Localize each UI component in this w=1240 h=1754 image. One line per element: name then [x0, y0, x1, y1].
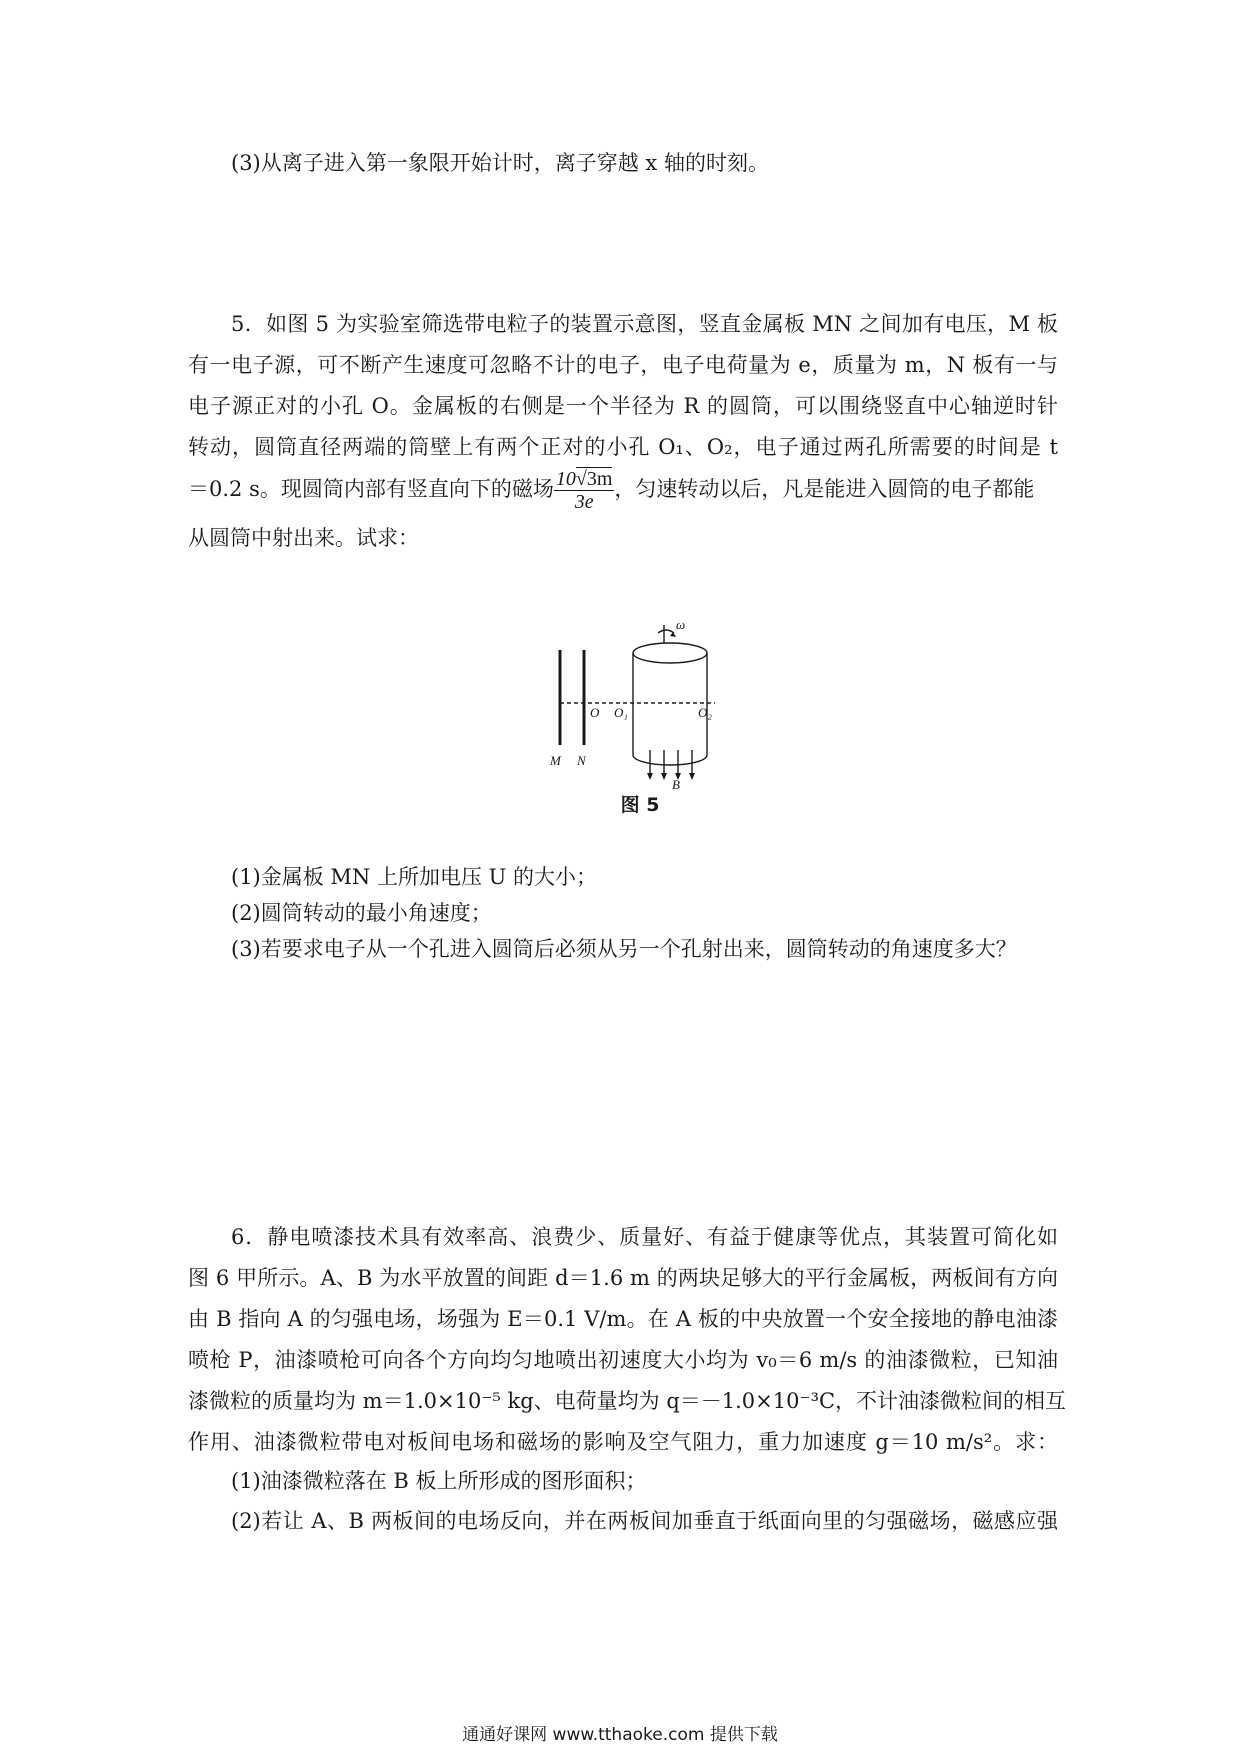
- fraction-numerator-radical: √3m: [575, 468, 613, 490]
- q5-part-2: (2)圆筒转动的最小角速度；: [231, 901, 492, 925]
- q5-line-3: 电子源正对的小孔 O。金属板的右侧是一个半径为 R 的圆筒，可以围绕竖直中心轴逆时针: [188, 394, 1058, 418]
- q6-line-1: 6．静电喷漆技术具有效率高、浪费少、质量好、有益于健康等优点，其装置可简化如: [231, 1225, 1058, 1249]
- cylinder-bottom: [633, 755, 707, 765]
- fraction-numerator-rest: 3m: [586, 468, 613, 490]
- fraction-denominator: 3e: [574, 491, 594, 513]
- label-o2: O₂: [698, 705, 712, 720]
- figure-5-caption: 图 5: [620, 794, 660, 816]
- label-m: M: [550, 753, 561, 768]
- omega-arrow: [658, 630, 674, 633]
- q5-line-4: 转动，圆筒直径两端的筒壁上有两个正对的小孔 O₁、O₂，电子通过两孔所需要的时间是 t: [188, 435, 1058, 459]
- q6-line-3: 由 B 指向 A 的匀强电场，场强为 E＝0.1 V/m。在 A 板的中央放置一个安全接地的静电油漆: [188, 1307, 1058, 1331]
- q5-line-6: 从圆筒中射出来。试求：: [188, 526, 419, 550]
- q5-line-2: 有一电子源，可不断产生速度可忽略不计的电子，电子电荷量为 e，质量为 m，N 板有一与: [188, 353, 1058, 377]
- q6-line-5: 漆微粒的质量均为 m＝1.0×10⁻⁵ kg、电荷量均为 q＝－1.0×10⁻³C，不计油漆微粒间的相互: [188, 1389, 1067, 1413]
- figure-5-diagram: [540, 615, 750, 790]
- q6-line-6: 作用、油漆微粒带电对板间电场和磁场的影响及空气阻力，重力加速度 g＝10 m/s²。求：: [188, 1430, 1058, 1454]
- label-o1: O₁: [614, 705, 628, 720]
- magnetic-field-fraction: [554, 468, 615, 513]
- fraction-numerator-coefficient: 10: [555, 468, 576, 490]
- label-o: O: [590, 705, 600, 720]
- label-b: B: [672, 777, 680, 790]
- q5-line-5-prefix: ＝0.2 s。现圆筒内部有竖直向下的磁场: [188, 477, 554, 501]
- q6-part-1: (1)油漆微粒落在 B 板上所形成的图形面积；: [231, 1469, 647, 1493]
- q5-part-1: (1)金属板 MN 上所加电压 U 的大小；: [231, 865, 598, 889]
- q5-line-5-suffix: ，匀速转动以后，凡是能进入圆筒的电子都能: [614, 477, 1035, 501]
- q6-line-4: 喷枪 P，油漆喷枪可向各个方向均匀地喷出初速度大小均为 v₀＝6 m/s 的油漆微粒，已知油: [188, 1348, 1058, 1372]
- page-footer: 通通好课网 www.tthaoke.com 提供下载: [462, 1725, 778, 1745]
- q4-part3: (3)从离子进入第一象限开始计时，离子穿越 x 轴的时刻。: [231, 151, 769, 175]
- q5-line-1: 5．如图 5 为实验室筛选带电粒子的装置示意图，竖直金属板 MN 之间加有电压，M 板: [231, 312, 1058, 336]
- q5-line-5: [188, 468, 1058, 513]
- cylinder-top: [633, 643, 707, 663]
- label-n: N: [577, 753, 586, 768]
- q5-part-3: (3)若要求电子从一个孔进入圆筒后必须从另一个孔射出来，圆筒转动的角速度多大？: [231, 937, 1017, 961]
- label-omega: ω: [676, 617, 686, 632]
- q6-line-2: 图 6 甲所示。A、B 为水平放置的间距 d＝1.6 m 的两块足够大的平行金属板，两板间有方向: [188, 1266, 1058, 1290]
- q6-part-2: (2)若让 A、B 两板间的电场反向，并在两板间加垂直于纸面向里的匀强磁场，磁感应强: [231, 1509, 1058, 1533]
